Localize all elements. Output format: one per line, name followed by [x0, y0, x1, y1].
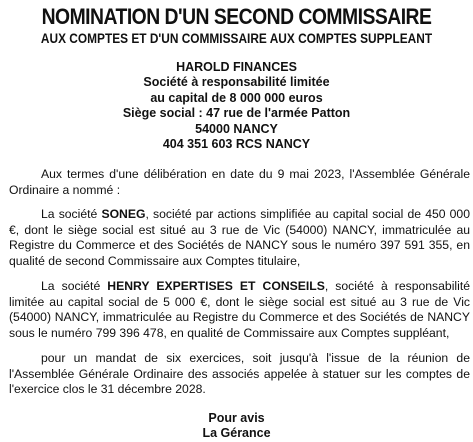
notice-subtitle: AUX COMPTES ET D'UN COMMISSAIRE AUX COMPTES SUPPLEANT — [40, 31, 433, 46]
titulaire-name: SONEG — [101, 207, 146, 221]
mandate-paragraph: pour un mandat de six exercices, soit jusqu'à l'issue de la réunion de l'Assemblée Générale Ordinaire des associés appelée à statuer sur les comptes de l'exercice clos le 31 décembre 2028. — [9, 351, 470, 397]
company-legal-form: Société à responsabilité limitée — [143, 75, 330, 90]
notice-title: NOMINATION D'UN SECOND COMMISSAIRE — [41, 4, 432, 29]
titulaire-text: , société par actions simplifiée au capital social de 450 000 €, dont le siège social est situé au 3 rue de Vic (54000) NANCY, immatriculée au Registre du Commerce et des Sociétés de NANCY sous le numéro 397 591 355, en qualité de second Commissaire aux Comptes titulaire, — [9, 207, 470, 268]
company-city: 54000 NANCY — [195, 121, 278, 136]
company-address: Siège social : 47 rue de l'armée Patton — [122, 106, 351, 121]
titulaire-prefix: La société — [41, 207, 102, 221]
company-rcs: 404 351 603 RCS NANCY — [162, 137, 311, 152]
titulaire-paragraph — [9, 207, 470, 269]
company-name: HAROLD FINANCES — [176, 60, 297, 74]
closing-signatory: La Gérance — [202, 425, 271, 440]
suppleant-prefix: La société — [41, 279, 108, 293]
suppleant-text: , société à responsabilité limitée au capital social de 5 000 €, dont le siège social est situé au 3 rue de Vic (54000) NANCY, immatriculée au Registre du Commerce et des Sociétés de NANCY sous le numéro 799 396 478, en qualité de Commissaire aux Comptes suppléant, — [9, 279, 470, 340]
suppleant-paragraph — [9, 279, 470, 341]
intro-paragraph: Aux termes d'une délibération en date du 9 mai 2023, l'Assemblée Générale Ordinaire a nommé : — [9, 167, 470, 197]
suppleant-name: HENRY EXPERTISES ET CONSEILS — [107, 279, 325, 293]
company-capital: au capital de 8 000 000 euros — [150, 90, 323, 105]
company-block — [0, 60, 473, 152]
closing-pour-avis: Pour avis — [208, 411, 265, 425]
closing-block — [0, 411, 473, 440]
